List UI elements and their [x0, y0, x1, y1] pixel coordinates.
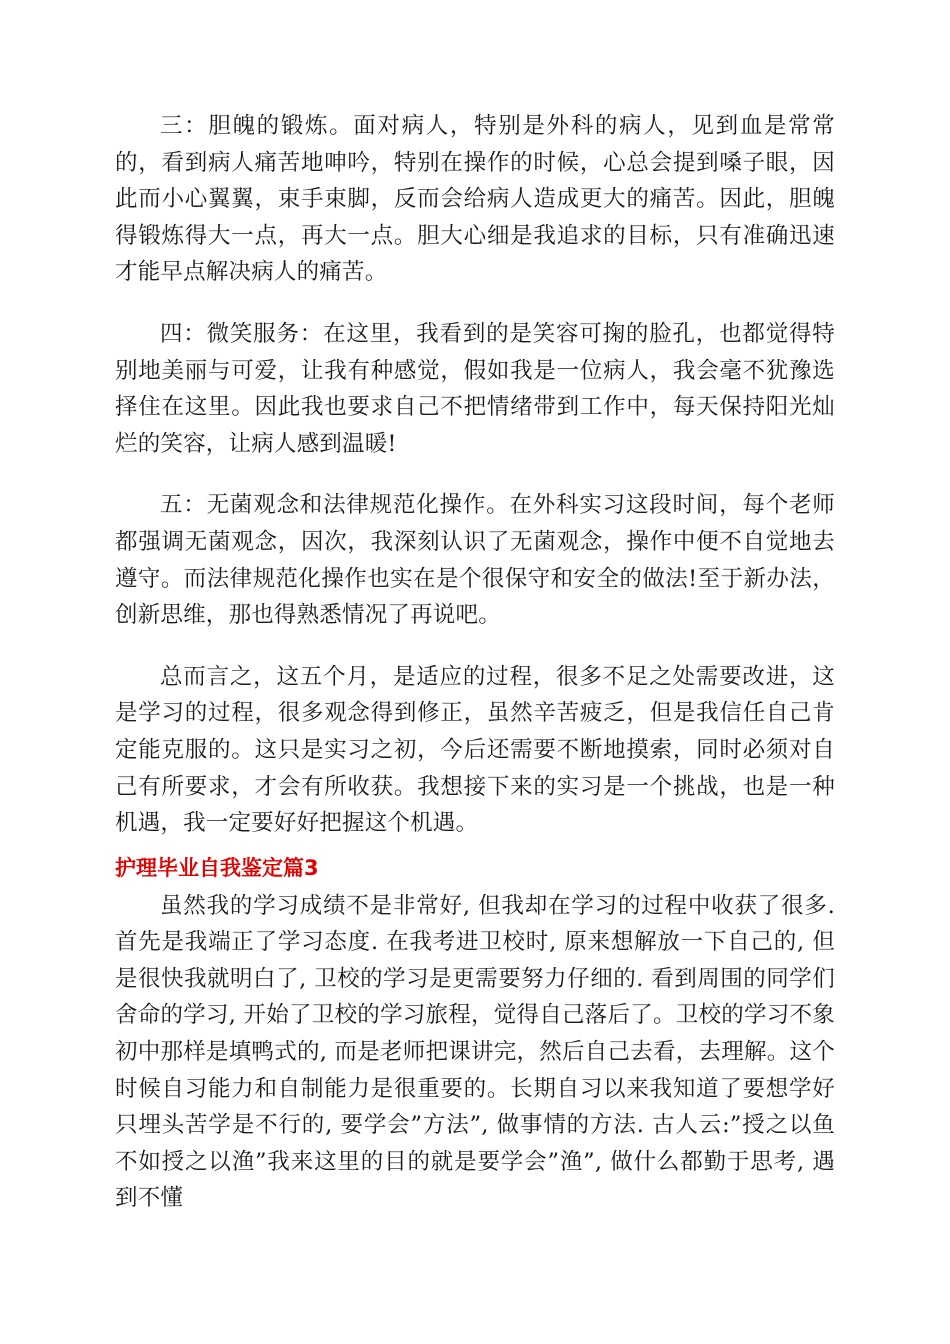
paragraph-courage: 三：胆魄的锻炼。面对病人，特别是外科的病人，见到血是常常的，看到病人痛苦地呻吟，特别在操作的时候，心总会提到嗓子眼，因此而小心翼翼，束手束脚，反而会给病人造成更大的痛苦。因此，胆魄得锻炼得大一点，再大一点。胆大心细是我追求的目标，只有准确迅速才能早点解决病人的痛苦。 [115, 113, 835, 286]
section-paragraph: 虽然我的学习成绩不是非常好, 但我却在学习的过程中收获了很多. 首先是我端正了学习态度. 在我考进卫校时, 原来想解放一下自己的, 但是很快我就明白了, 卫校的学习是更需要努力仔细的. 看到周围的同学们舍命的学习, 开始了卫校的学习旅程，觉得自己落后了。卫校的学习不象初中那样是填鸭式的, 而是老师把课讲完，然后自己去看，去理解。这个时候自习能力和自制能力是很重要的。长期自习以来我知道了要想学好只埋头苦学是不行的, 要学会”方法”, 做事情的方法. 古人云:”授之以鱼不如授之以渔”我来这里的目的就是要学会”渔”, 做什么都勤于思考, 遇到不懂 [115, 892, 835, 1212]
section-heading: 护理毕业自我鉴定篇3 [115, 855, 319, 880]
document-body [115, 108, 835, 1217]
paragraph-smile-service: 四：微笑服务：在这里，我看到的是笑容可掬的脸孔，也都觉得特别地美丽与可爱，让我有种感觉，假如我是一位病人，我会毫不犹豫选择住在这里。因此我也要求自己不把情绪带到工作中，每天保持阳光灿烂的笑容，让病人感到温暖! [115, 320, 835, 457]
paragraph-summary: 总而言之，这五个月，是适应的过程，很多不足之处需要改进，这是学习的过程，很多观念得到修正，虽然辛苦疲乏，但是我信任自己肯定能克服的。这只是实习之初，今后还需要不断地摸索，同时必须对自己有所要求，才会有所收获。我想接下来的实习是一个挑战，也是一种机遇，我一定要好好把握这个机遇。 [115, 663, 835, 837]
paragraph-aseptic-concept: 五：无菌观念和法律规范化操作。在外科实习这段时间，每个老师都强调无菌观念，因次，我深刻认识了无菌观念，操作中便不自觉地去遵守。而法律规范化操作也实在是个很保守和安全的做法!至于新办法，创新思维，那也得熟悉情况了再说吧。 [115, 492, 835, 629]
